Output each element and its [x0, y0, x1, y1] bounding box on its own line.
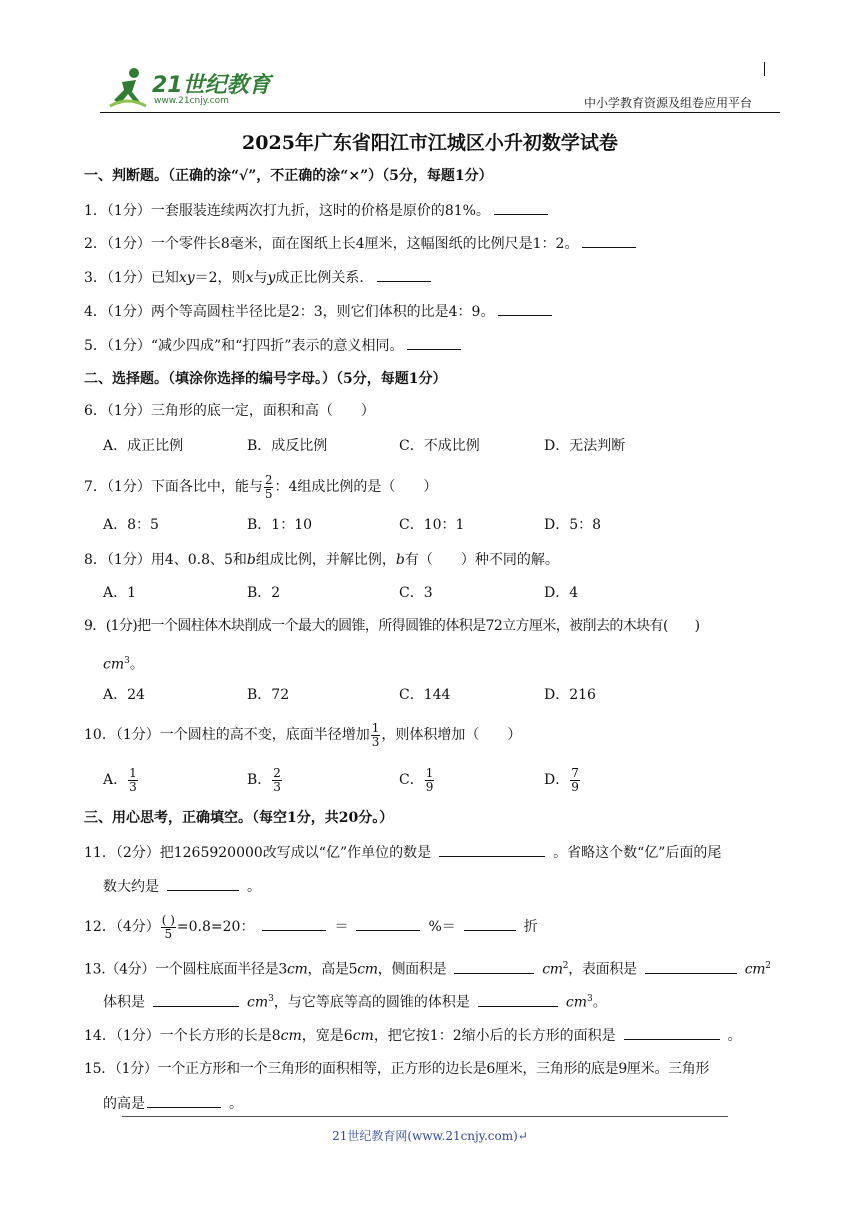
q13-exp-2b: 2 — [765, 961, 771, 971]
q3-text-c: 与 — [253, 270, 268, 286]
question-12 — [84, 909, 538, 945]
q6-option-b[interactable]: B．成反比例 — [247, 438, 328, 454]
answer-blank[interactable] — [494, 200, 548, 215]
q7-option-a[interactable]: A．8：5 — [103, 517, 159, 533]
q8-option-c[interactable]: C．3 — [399, 585, 433, 601]
q10-fraction-den: 3 — [371, 734, 380, 749]
q9-unit-cm: cm — [103, 656, 125, 673]
q7-fraction-den: 5 — [264, 486, 273, 501]
q11-text-d: 。 — [247, 879, 261, 895]
q10-a-den: 3 — [129, 779, 137, 794]
q9-option-c[interactable]: C．144 — [399, 687, 451, 703]
q8-text-c: 组成比例，并解比例， — [255, 552, 396, 568]
q14-text-a: 14．（1分）一个长方形的长是8 — [84, 1028, 281, 1044]
q10-option-a[interactable] — [103, 762, 139, 798]
question-5 — [84, 335, 465, 356]
q13-unit-cm: cm — [286, 961, 308, 978]
q7-fraction-num: 2 — [264, 472, 273, 487]
q10-option-d-fraction — [570, 767, 580, 794]
q14-end: 。 — [727, 1028, 742, 1044]
question-13-line2 — [103, 989, 607, 1013]
q10-d-num: 7 — [571, 765, 579, 780]
q13-unit-area: cm — [542, 961, 563, 978]
q10-option-c-fraction — [425, 767, 435, 794]
q10-option-b-fraction — [272, 767, 282, 794]
q13-unit-vol2: cm — [565, 994, 587, 1011]
answer-blank[interactable] — [356, 916, 420, 931]
q3-var-xy: xy — [178, 270, 195, 286]
header-line — [100, 112, 780, 113]
q10-option-a-label: A． — [103, 772, 128, 788]
question-10 — [84, 717, 521, 753]
question-15: 15．（1分）一个正方形和一个三角形的面积相等，正方形的边长是6厘米，三角形的底是9厘米。三角形 — [84, 1061, 710, 1077]
question-2 — [84, 233, 640, 254]
question-8 — [84, 550, 559, 570]
section-1-heading: 一、判断题。（正确的涂“√”，不正确的涂“×”）（5分，每题1分） — [84, 168, 493, 184]
q14-text-c: ，把它按1：2缩小后的长方形的面积是 — [373, 1028, 616, 1044]
q9-option-d[interactable]: D．216 — [544, 687, 596, 703]
q9-option-b[interactable]: B．72 — [247, 687, 290, 703]
q10-text-b: ，则体积增加（ ） — [381, 727, 522, 743]
question-4-text: 4．（1分）两个等高圆柱半径比是2：3，则它们体积的比是4：9。 — [84, 304, 495, 320]
q3-var-x: x — [245, 270, 254, 286]
section-3-heading: 三、用心思考，正确填空。（每空1分，共20分。） — [84, 810, 394, 826]
q8-option-a[interactable]: A．1 — [103, 585, 137, 601]
answer-blank[interactable] — [439, 842, 545, 857]
q13-exp-3b: 3 — [586, 994, 593, 1004]
answer-blank[interactable] — [167, 876, 239, 891]
q9-end: 。 — [129, 656, 144, 673]
q10-option-b[interactable] — [247, 762, 283, 798]
q13-text-b: ，高是5 — [307, 961, 358, 978]
q7-option-d[interactable]: D．5：8 — [544, 517, 602, 533]
q10-d-den: 9 — [571, 779, 579, 794]
q12-fraction-den: 5 — [164, 926, 173, 941]
answer-blank[interactable] — [624, 1025, 720, 1040]
question-13 — [84, 956, 771, 980]
question-3 — [84, 267, 435, 288]
q14-unit-cm2: cm — [352, 1028, 374, 1044]
q10-option-d-label: D． — [544, 772, 570, 788]
q8-var-b2: b — [395, 552, 405, 568]
footer-line — [122, 1116, 728, 1117]
q15-end: 。 — [229, 1096, 243, 1112]
question-1-text: 1．（1分）一套服装连续两次打九折，这时的价格是原价的81%。 — [84, 203, 490, 219]
q11-text-c: 数大约是 — [103, 879, 159, 895]
runner-logo-icon — [106, 66, 150, 110]
question-14 — [84, 1025, 742, 1046]
q9-unit-exp: 3 — [124, 656, 130, 666]
header-logo — [106, 66, 286, 112]
answer-blank[interactable] — [454, 959, 534, 974]
q7-text-b: ：4组成比例的是（ ） — [274, 479, 438, 495]
q13-end: 。 — [592, 994, 607, 1011]
q10-b-num: 2 — [273, 765, 281, 780]
q10-c-den: 9 — [425, 779, 434, 794]
q8-text-e: 有（ ）种不同的解。 — [404, 552, 559, 568]
question-9-unit — [103, 651, 144, 675]
q14-text-b: ，宽是6 — [301, 1028, 353, 1044]
q7-option-b[interactable]: B．1：10 — [247, 517, 313, 533]
page-title: 2025年广东省阳江市江城区小升初数学试卷 — [242, 132, 618, 154]
q13-unit-vol: cm — [247, 994, 269, 1011]
q9-option-a[interactable]: A．24 — [103, 687, 145, 703]
answer-blank[interactable] — [478, 992, 558, 1007]
q10-fraction — [371, 722, 381, 749]
question-7 — [84, 469, 437, 505]
q10-b-den: 3 — [273, 779, 281, 794]
q10-a-num: 1 — [129, 765, 137, 780]
q8-var-b: b — [246, 552, 256, 568]
section-2-heading: 二、选择题。（填涂你选择的编号字母。）（5分，每题1分） — [84, 371, 447, 387]
q6-option-a[interactable]: A．成正比例 — [103, 438, 184, 454]
question-6: 6．（1分）三角形的底一定，面积和高（ ） — [84, 403, 375, 419]
q8-option-b[interactable]: B．2 — [247, 585, 281, 601]
q6-option-d[interactable]: D．无法判断 — [544, 438, 626, 454]
q3-text-a: 3．（1分）已知 — [84, 270, 179, 286]
q14-unit-cm: cm — [280, 1028, 302, 1044]
q12-fraction — [161, 914, 176, 941]
q15-text-a: 的高是 — [103, 1096, 145, 1112]
q3-text-d: 成正比例关系． — [275, 270, 374, 286]
q10-option-b-label: B． — [247, 772, 272, 788]
answer-blank[interactable] — [645, 959, 737, 974]
platform-name: 中小学教育资源及组卷应用平台 — [584, 96, 753, 110]
q13-unit-area2: cm — [744, 961, 766, 978]
q6-option-c[interactable]: C．不成比例 — [399, 438, 480, 454]
q7-fraction — [264, 474, 274, 501]
answer-blank[interactable] — [153, 992, 239, 1007]
answer-blank[interactable] — [147, 1093, 221, 1108]
q12-text-b: =0.8=20： — [176, 919, 255, 935]
answer-blank[interactable] — [262, 916, 326, 931]
question-11-line2 — [103, 876, 261, 897]
q13-text-cone: ，与它等底等高的圆锥的体积是 — [273, 994, 470, 1011]
q7-option-c[interactable]: C．10：1 — [399, 517, 465, 533]
q13-exp-2: 2 — [562, 961, 569, 971]
q12-text-a: 12．（4分） — [84, 919, 160, 935]
q10-fraction-num: 1 — [371, 720, 380, 735]
answer-blank[interactable] — [377, 267, 431, 282]
q13-text-volume: 体积是 — [103, 994, 145, 1011]
header-divider-mark — [764, 62, 765, 76]
q10-option-d[interactable] — [544, 762, 581, 798]
answer-blank[interactable] — [498, 301, 552, 316]
q12-text-d: %＝ — [428, 919, 456, 935]
logo-text: 21世纪教育 — [152, 73, 271, 98]
q7-text-a: 7．（1分）下面各比中，能与 — [84, 479, 263, 495]
question-9: 9．(1分)把一个圆柱体木块削成一个最大的圆锥，所得圆锥的体积是72立方厘米，被削去的木块有( ) — [84, 618, 700, 634]
question-11 — [84, 842, 721, 863]
q13-text-a: 13.（4分）一个圆柱底面半径是3 — [84, 961, 287, 978]
question-5-text: 5．（1分）“减少四成”和“打四折”表示的意义相同。 — [84, 338, 404, 354]
q11-text-b: 。省略这个数“亿”后面的尾 — [553, 845, 722, 861]
answer-blank[interactable] — [407, 335, 461, 350]
q12-text-e: 折 — [523, 919, 538, 935]
q10-option-c-label: C． — [399, 772, 424, 788]
answer-blank[interactable] — [582, 233, 636, 248]
question-4 — [84, 301, 556, 322]
q13-text-c: ，侧面积是 — [377, 961, 447, 978]
footer-text: 21世纪教育网(www.21cnjy.com)↵ — [332, 1129, 528, 1143]
q12-fraction-blank[interactable]: ( ) — [161, 912, 175, 927]
q8-option-d[interactable]: D．4 — [544, 585, 579, 601]
q3-var-y: y — [267, 270, 276, 286]
answer-blank[interactable] — [464, 916, 516, 931]
question-15-line2 — [103, 1093, 243, 1114]
q8-text-a: 8．（1分）用4、0.8、5和 — [84, 552, 247, 568]
q10-text-a: 10．（1分）一个圆柱的高不变，底面半径增加 — [84, 727, 370, 743]
logo-url: www.21cnjy.com — [154, 96, 229, 106]
q11-text-a: 11．（2分）把1265920000改写成以“亿”作单位的数是 — [84, 845, 432, 861]
q13-text-d: ，表面积是 — [568, 961, 637, 978]
q13-exp-3: 3 — [268, 994, 274, 1004]
q13-unit-cm2: cm — [357, 961, 378, 978]
q10-option-c[interactable] — [399, 762, 435, 798]
question-1 — [84, 200, 552, 221]
q3-text-b: ＝2，则 — [194, 270, 246, 286]
q12-text-c: ＝ — [334, 919, 349, 935]
q10-c-num: 1 — [425, 765, 434, 780]
question-2-text: 2．（1分）一个零件长8毫米，面在图纸上长4厘米，这幅图纸的比例尺是1：2。 — [84, 236, 579, 252]
q10-option-a-fraction — [128, 767, 138, 794]
